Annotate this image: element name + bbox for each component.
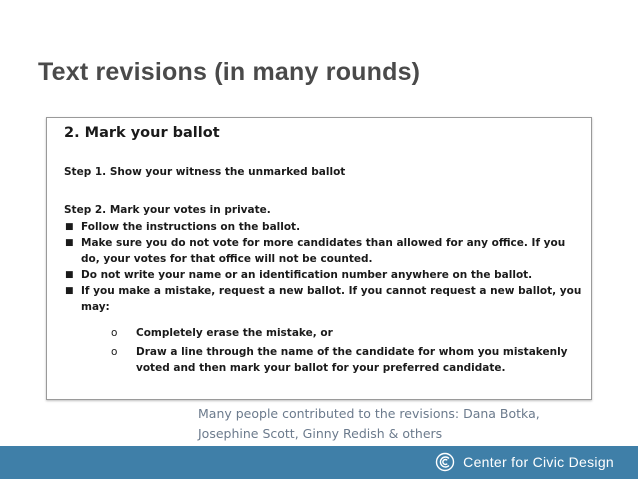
bullet-marker-icon: ■: [65, 270, 74, 280]
ccd-logo-icon: [435, 452, 455, 472]
instruction-bullet-list: [64, 219, 584, 315]
bullet-marker-icon: ■: [65, 238, 74, 248]
mistake-options-list: [111, 325, 581, 379]
bullet-text: If you make a mistake, request a new ballot. If you cannot request a new ballot, you may:: [81, 285, 582, 313]
brand-logo: [435, 452, 614, 472]
step-1-text: Step 1. Show your witness the unmarked ballot: [64, 166, 346, 178]
ballot-instructions-image: [46, 117, 592, 400]
bullet-item: [64, 235, 584, 267]
brand-name: Center for Civic Design: [463, 454, 614, 470]
bullet-text: Make sure you do not vote for more candidates than allowed for any office. If you do, your votes for that office will not be counted.: [81, 237, 566, 265]
circle-bullet-icon: o: [111, 327, 118, 339]
sub-item-text: Draw a line through the name of the candidate for whom you mistakenly voted and then mark your ballot for your preferred candidate.: [136, 345, 568, 374]
bullet-text: Do not write your name or an identification number anywhere on the ballot.: [81, 269, 533, 281]
sub-list-item: [111, 325, 581, 342]
bullet-text: Follow the instructions on the ballot.: [81, 221, 301, 233]
step-2-text: Step 2. Mark your votes in private.: [64, 204, 271, 216]
sub-item-text: Completely erase the mistake, or: [136, 327, 333, 339]
slide-title: Text revisions (in many rounds): [38, 58, 421, 86]
bullet-item: [64, 267, 584, 283]
ballot-heading: 2. Mark your ballot: [64, 125, 220, 141]
bullet-marker-icon: ■: [65, 286, 74, 296]
contributors-caption: Many people contributed to the revisions: Dana Botka, Josephine Scott, Ginny Redish & others: [198, 406, 540, 441]
bullet-marker-icon: ■: [65, 222, 74, 232]
bullet-item: [64, 283, 584, 315]
bullet-item: [64, 219, 584, 235]
circle-bullet-icon: o: [111, 345, 118, 358]
footer-bar: [0, 446, 638, 479]
sub-list-item: [111, 344, 581, 377]
